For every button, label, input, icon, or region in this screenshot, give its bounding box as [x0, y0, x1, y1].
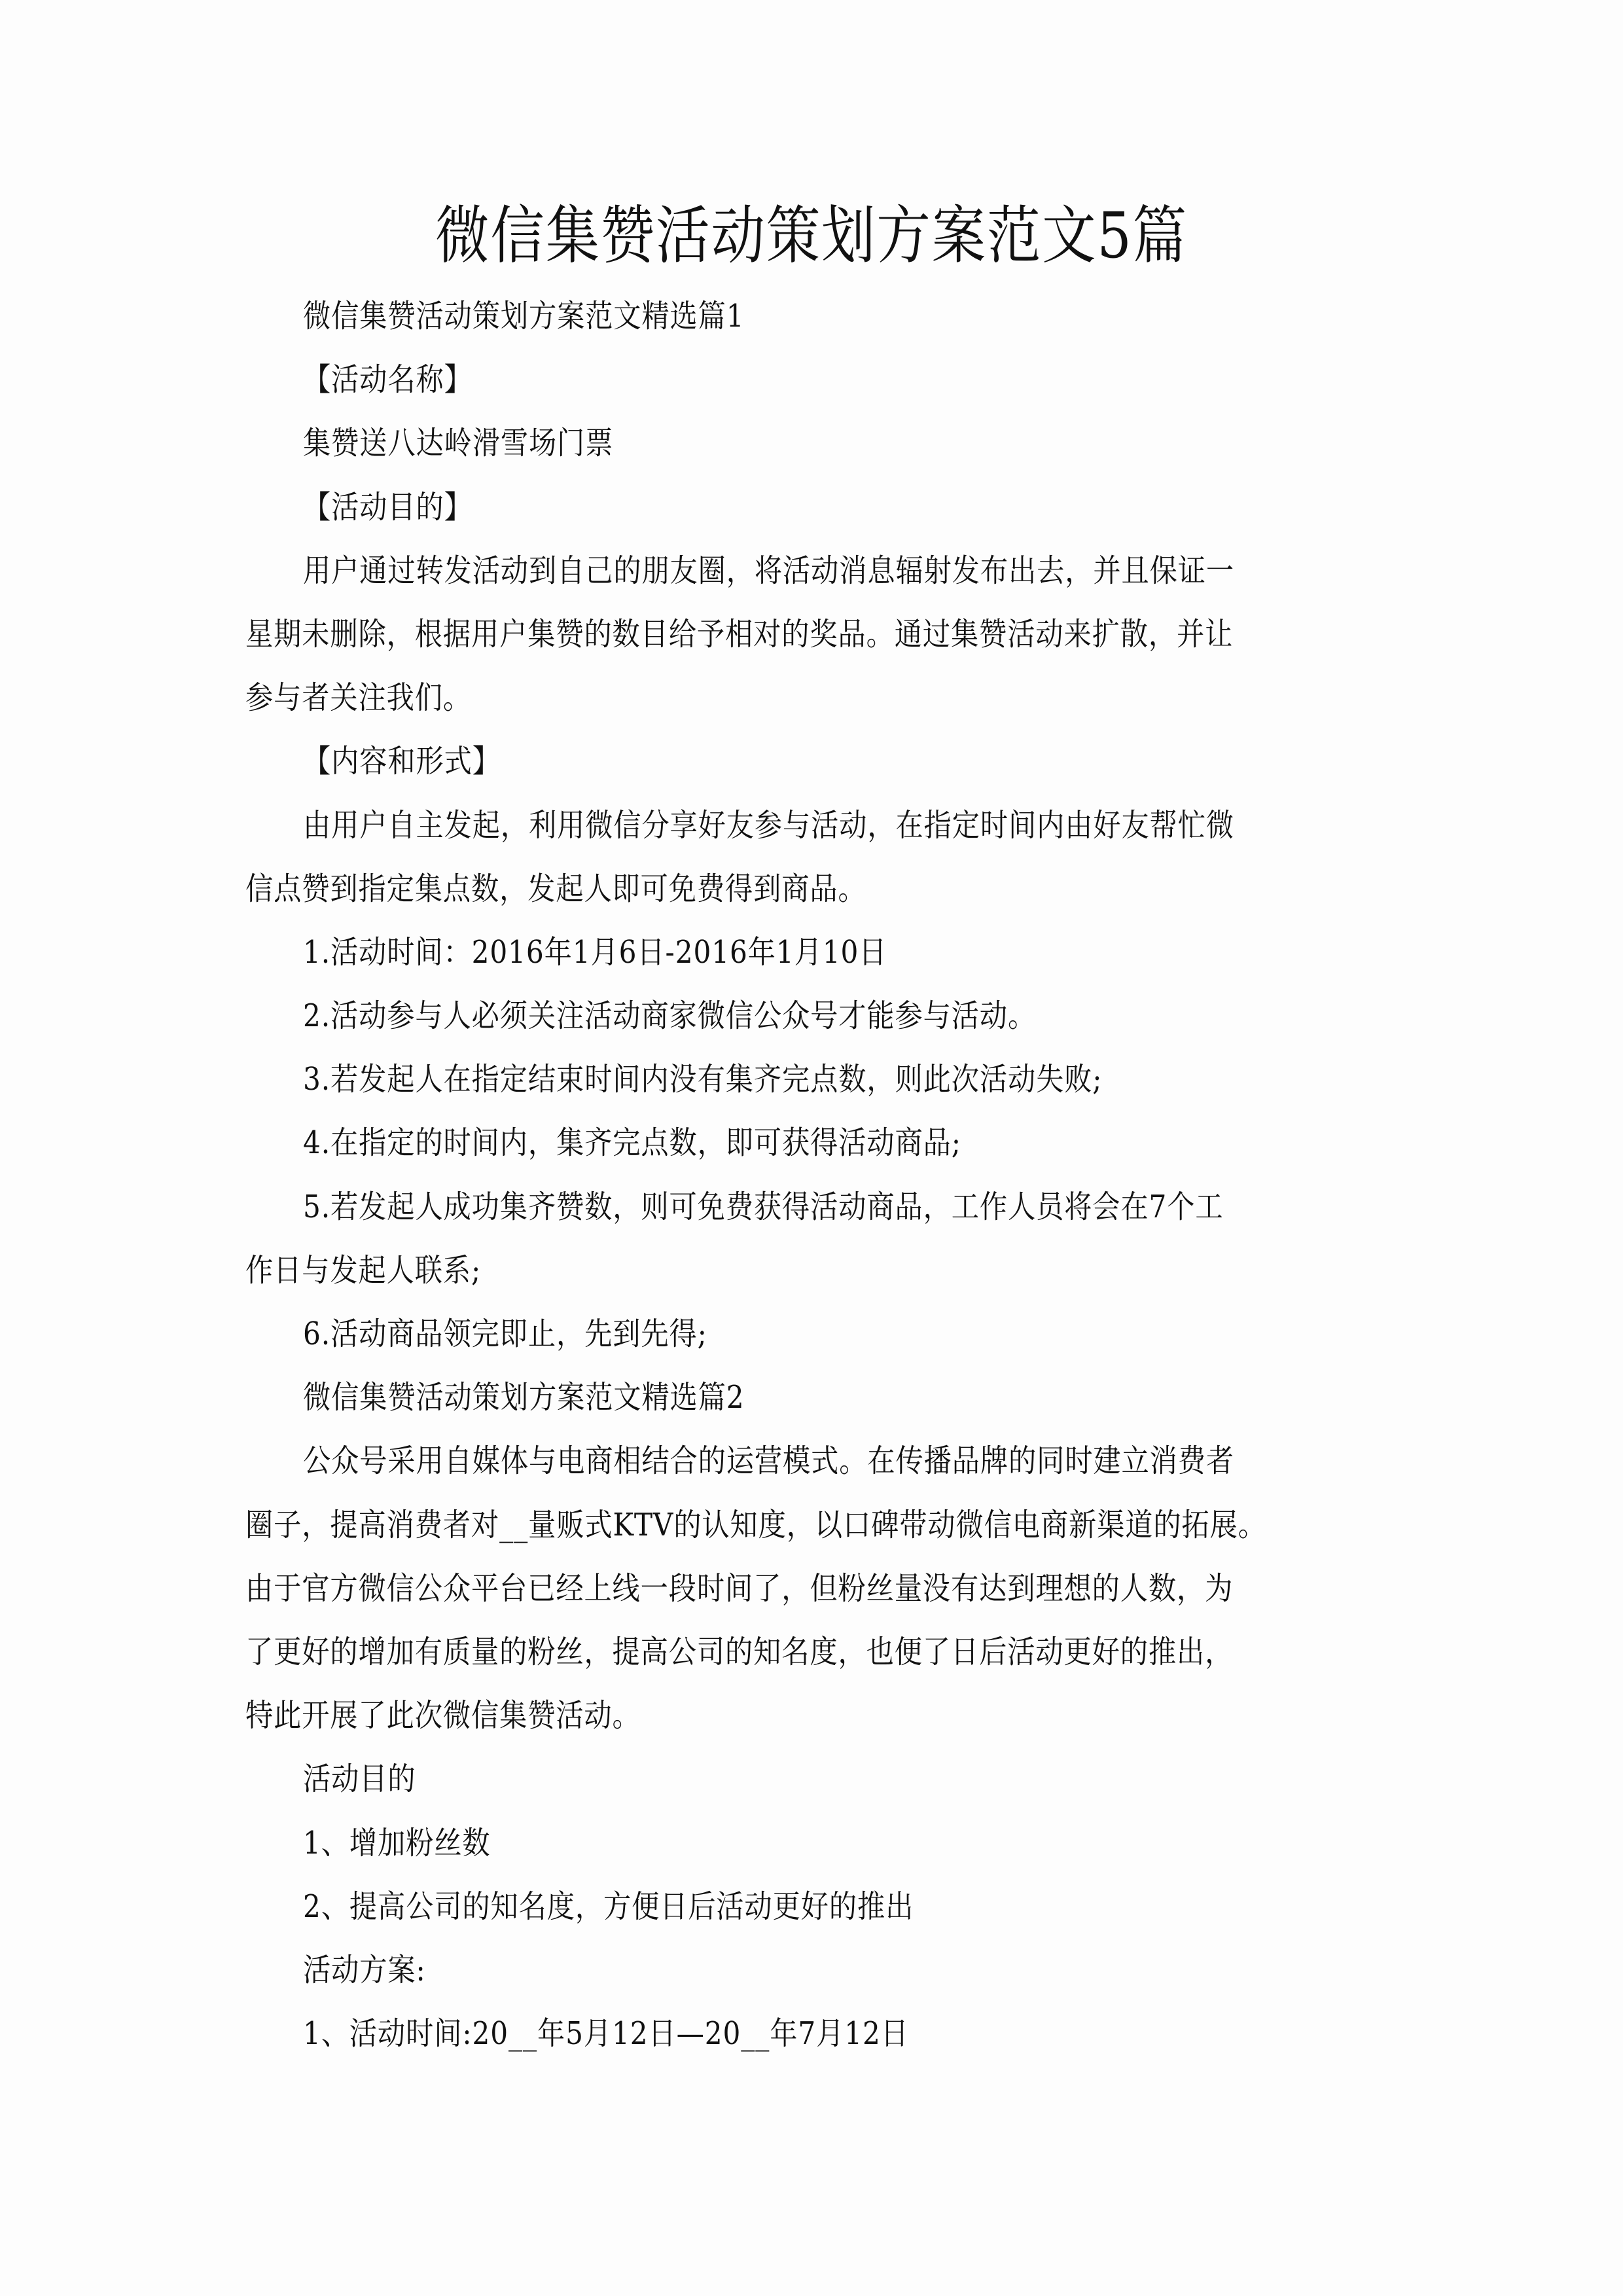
document-line: 特此开展了此次微信集赞活动。: [245, 1697, 641, 1734]
document-line: 活动目的: [303, 1761, 416, 1798]
document-line: 5.若发起人成功集齐赞数，则可免费获得活动商品，工作人员将会在7个工: [303, 1188, 1224, 1225]
document-line: 信点赞到指定集点数，发起人即可免费得到商品。: [245, 870, 866, 907]
document-line: 1.活动时间：2016年1月6日-2016年1月10日: [303, 933, 887, 971]
document-line: 4.在指定的时间内，集齐完点数，即可获得活动商品;: [303, 1124, 961, 1162]
document-line: 公众号采用自媒体与电商相结合的运营模式。在传播品牌的同时建立消费者: [303, 1443, 1234, 1480]
document-line: 微信集赞活动策划方案范文精选篇1: [303, 298, 745, 334]
document-line: 1、活动时间:20__年5月12日—20__年7月12日: [303, 2015, 909, 2053]
document-line: 3.若发起人在指定结束时间内没有集齐完点数，则此次活动失败;: [303, 1061, 1103, 1098]
document-body: [245, 285, 1378, 2066]
document-line: 微信集赞活动策划方案范文精选篇2: [303, 1379, 745, 1416]
document-line: 集赞送八达岭滑雪场门票: [303, 425, 614, 462]
document-title: 微信集赞活动策划方案范文5篇: [435, 199, 1188, 272]
document-line: 1、增加粉丝数: [303, 1824, 491, 1861]
document-line: 2.活动参与人必须关注活动商家微信公众号才能参与活动。: [303, 997, 1037, 1035]
document-line: 由用户自主发起，利用微信分享好友参与活动，在指定时间内由好友帮忙微: [303, 806, 1234, 844]
document-line: 【活动目的】: [303, 488, 473, 526]
document-line: 星期未删除，根据用户集赞的数目给予相对的奖品。通过集赞活动来扩散，并让: [245, 615, 1234, 653]
document-line: 2、提高公司的知名度，方便日后活动更好的推出: [303, 1888, 914, 1925]
document-line: 用户通过转发活动到自己的朋友圈，将活动消息辐射发布出去，并且保证一: [303, 552, 1234, 589]
document-line: 【活动名称】: [303, 361, 473, 399]
document-line: 由于官方微信公众平台已经上线一段时间了，但粉丝量没有达到理想的人数，为: [245, 1570, 1234, 1607]
document-line: 活动方案:: [303, 1951, 426, 1988]
document-line: 参与者关注我们。: [245, 679, 471, 717]
document-line: 作日与发起人联系;: [245, 1251, 482, 1289]
document-line: 6.活动商品领完即止，先到先得;: [303, 1316, 707, 1352]
document-line: 【内容和形式】: [303, 743, 501, 780]
document-line: 圈子，提高消费者对__量贩式KTV的认知度，以口碑带动微信电商新渠道的拓展。: [245, 1506, 1266, 1543]
document-line: 了更好的增加有质量的粉丝，提高公司的知名度，也便了日后活动更好的推出，: [245, 1633, 1234, 1670]
